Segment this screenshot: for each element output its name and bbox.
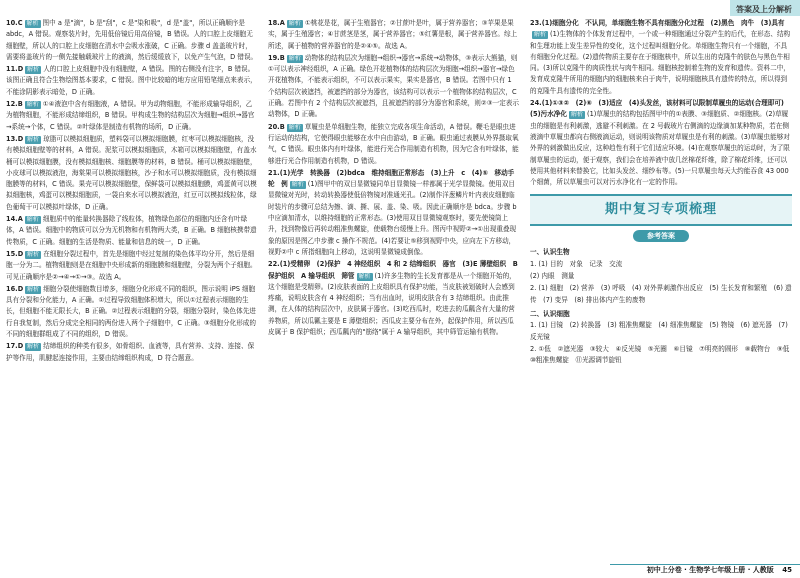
analysis-text: (1)许多生物的生长发育都是从一个细胞开始的，这个细胞是受精卵。(2)皮肤表面的上皮组织具有保护功能，当皮肤被划破时人会感到疼痛，说明皮肤含有 4 神经组织；当有出血时，说明皮肤含有 3 结缔组织。由此推测，在人体的结构层次中，皮肤属于器官。(3)吃西瓜时，吃进去的瓜瓤含有大量的营养物质，所以瓜瓤主要是 E 薄壁组织；西瓜皮主要分布在外，起保护作用，所以西瓜皮属于 B 保护组织；西瓜瓤内的"筋络"属于 A 输导组织，其中筛管运输有机物。: [268, 271, 516, 337]
review-line: 1. (1) 目的 对象 记录 交流: [530, 259, 623, 268]
review-title: 期中复习专项梳理: [604, 202, 717, 218]
answer-key: (1)光学 转换器 (2)bdca 维持细胞正常形态 (3)上升 c (4)⑤ 移动手轮 例: [268, 168, 515, 189]
analysis-text: 动物体的结构层次为细胞→组织→器官→系统→动物体，③表示大熊猫，则①可以表示神经组织，A 正确。绿色开花植物体的结构层次为细胞→组织→器官→绿色开花植物体，不能表示组织，不可以表示果实，果实是器官，B 错误。若图中只有 1 个结构层次被遮挡，被遮挡的部分为器官，该结构可以表示一个植物体的结构层次，C 正确。若图中有 2 个结构层次被遮挡，且被遮挡的部分为器官和系统，则②③一定表示动物体，D 正确。: [268, 53, 519, 119]
answer-key: B: [279, 122, 285, 131]
answer-item: [268, 122, 520, 167]
answer-key: D: [17, 65, 24, 74]
review-heading: 一、认识生物: [530, 248, 570, 257]
answers-column-1: [6, 18, 258, 365]
answer-key: (1)细胞分化 不认同，单细胞生物不具有细胞分化过程 (2)黑色 肉牛 (3)具有: [541, 19, 785, 27]
analysis-tag: 解析: [27, 66, 40, 74]
analysis-tag: 解析: [27, 343, 40, 351]
answers-column-3: [530, 18, 796, 367]
analysis-tag: 解析: [26, 20, 39, 27]
answer-key: D: [17, 284, 24, 293]
question-number: 22.: [268, 260, 280, 269]
analysis-tag: 解析: [27, 285, 40, 293]
answer-item: [6, 214, 258, 248]
answer-item: [268, 18, 520, 52]
question-number: 13.: [6, 134, 18, 143]
analysis-tag: 解析: [26, 216, 39, 224]
question-number: 23.: [530, 19, 542, 27]
analysis-text: 琼脂可以模拟细胞质，塑料袋可以模拟细胞膜，红枣可以模拟细胞核，没有模拟细胞壁等的材料，A 错误。泥浆可以模拟细胞质，木箱可以模拟细胞壁，有盖水桶可以模拟细胞膜，没有模拟细胞核、细胞膜等的材料，B 错误。桶可以模拟细胞壁，小皮球可以模拟液泡，海棠果可以模拟细胞核，沙子和水可以模拟细胞质，没有模拟细胞膜等的材料，C 错误。果壳可以模拟细胞壁，保鲜袋可以模拟细胞膜，鸡蛋黄可以模拟细胞核，鸡蛋可以模拟细胞质，一袋自来水可以模拟液泡，红豆可以模拟线粒体，绿色葡萄干可以模拟叶绿体，D 正确。: [6, 134, 257, 211]
answer-item: [6, 249, 258, 283]
answer-item: [268, 168, 520, 258]
review-line: (2) 内眼 测量: [530, 272, 575, 281]
question-number: 21.: [268, 168, 280, 177]
question-number: 20.: [268, 122, 280, 131]
footer-book: 初中上分卷 · 生物学七年级上册 · 人教版: [646, 566, 774, 574]
footer: [647, 565, 792, 575]
answer-item: [268, 53, 520, 121]
answer-key: D: [17, 134, 24, 143]
answer-key: B: [279, 53, 285, 62]
analysis-text: (1)草履虫的结构包括图甲中的①表膜、③细胞质、②细胞核。(2)草履虫的细胞是有利刺激，逃避不利刺激。在 2 号载玻片右侧滴的边缘滴加某种物质，若在侧液滴中草履虫都向右侧液滴运动，则说明该物质对草履虫是有利的刺激。(3)草履虫能够对外界的刺激做出反应，这种趋性有利于它们适应环境。(4)在观察草履虫的运动时，为了限制草履虫的运动，便于观察，我们会在培养液中放几丝棉花纤维，除了棉花纤维，还可以使用其他材料来替换它，比如头发丝、细纱布等。(5)一只草履虫每天大约能吞食 43 000 个细菌，所以草履虫可以对污水净化有一定的作用。: [530, 110, 790, 187]
answer-key: B: [17, 100, 23, 109]
analysis-tag: 解析: [571, 111, 584, 119]
analysis-text: 在细胞分裂过程中，首先是细胞中经过复制的染色体平均分开，然后是细胞一分为二。植物细胞则是在细胞中央形成新的细胞膜和细胞壁，分裂为两个子细胞。可见正确顺序是②→④→①→③。故选 A。: [6, 249, 257, 281]
answer-item: [6, 64, 258, 98]
analysis-text: 图中 a 是"滴"，b 是"刮"，c 是"染和吸"，d 是"盖"，所以正确顺序是 abdc，A 错误。观察装片时，先用低倍镜后用高倍镜，B 错误。人的口腔上皮细胞无细胞壁，所以人的口腔上皮细胞在清水中会吸水涨破，C 正确。步骤 d 盖盖玻片时，需要将盖玻片的一侧先接触载玻片上的液滴，然后缓缓放下，以免产生气泡，D 错误。: [6, 19, 258, 61]
header-label: 答案及上分解析: [736, 5, 792, 14]
answer-key: A: [279, 19, 285, 27]
answer-item: [530, 98, 792, 188]
question-number: 17.: [6, 342, 18, 351]
review-banner: [530, 194, 792, 226]
review-heading: 二、认识细胞: [530, 309, 570, 318]
answer-item: [530, 18, 792, 97]
question-number: 14.: [6, 215, 18, 224]
analysis-text: (1)图甲中的双目显微镜同单目显微镜一样都属于光学显微镜。使用双目显微镜对光时，转动转换器使低倍物镜对准通光孔。(2)制作洋葱鳞片叶内表皮细胞临时装片的步骤可总结为擦、滴、撕、展、盖、染、吸。因此正确顺序是 bdca。步骤 b 中应滴加清水，以维持细胞的正常形态。(3)使用双目显微镜观察时，要先使镜筒上升，找到物像后再转动粗准焦螺旋，使载物台缓慢上升。图丙中视野②→①出现重叠现象的原因是图乙中步骤 c 操作不规范。(4)若要让⑤移到视野中央，应向左下方移动，视野②中 c 所指细胞向上移动，这说明显微镜成倒像。: [268, 180, 517, 256]
answer-item: [6, 341, 258, 364]
answer-item: [268, 259, 520, 338]
analysis-text: 细胞质中的能量转换器除了线粒体，植物绿色部位的细胞内还含有叶绿体，A 错误。细胞中的物质可以分为无机物和有机物两大类，B 正确。B 细胞核携带遗传物质，C 正确。细胞的生活是物质、能量和信息的统一，D 正确。: [6, 215, 257, 246]
answer-key: D: [17, 249, 24, 258]
analysis-tag: 解析: [534, 31, 547, 39]
answers-list: [530, 18, 792, 188]
question-number: 24.: [530, 99, 542, 108]
question-number: 19.: [268, 53, 280, 62]
answer-key: (1)受精卵 (2)保护 4 神经组织 4 和 2 结缔组织 器官 (3)E 薄壁组织 B 保护组织 A 输导组织 筛管: [268, 260, 518, 280]
review-line: 2. (1) 细胞 (2) 营养 (3) 呼吸 (4) 对外界刺激作出反应 (5) 生长发育和繁殖 (6) 遗传 (7) 变异 (8) 排出体内产生的废物: [530, 284, 792, 304]
review-line: 2. ①低 ②遮光器 ③较大 ④反光镜 ⑤光圈 ⑥目镜 ⑦明亮的圆形 ⑧载物台 ⑨低 ⑩粗准焦螺旋 ⑪光源调节旋钮: [530, 344, 796, 365]
analysis-tag: 解析: [26, 101, 39, 109]
question-number: 11.: [6, 65, 18, 74]
review-subtitle: 参考答案: [633, 230, 689, 242]
analysis-text: 细胞分裂使细胞数目增多，细胞分化形成不同的组织，图示说明 iPS 细胞具有分裂和分化能力，A 正确。①过程导致细胞体积增大，所以①过程表示细胞的生长，但细胞不能无限长大，B 正确。②过程表示细胞的分裂，细胞分裂时，染色体先进行自我复制，然后分成完全相同的两份进入两个子细胞中，C 正确。③细胞分化形成的不同的细胞群组成了不同的组织，D 错误。: [6, 284, 256, 339]
analysis-text: 草履虫是单细胞生物，能独立完成各项生命活动，A 错误。鞭毛是眼虫进行运动的结构，它使得眼虫能够在水中自由游动，B 正确。眼虫通过表膜从外界摄取氧气，C 错误。眼虫体内有叶绿体，能进行光合作用制造有机物，因为它含有叶绿体，能够进行光合作用制造有机物，D 错误。: [268, 122, 519, 165]
analysis-text: 结缔组织的种类有很多，如骨组织、血液等，具有营养、支持、连接、保护等作用，肌腱起连接作用，主要由结缔组织构成，D 符合题意。: [6, 342, 255, 362]
answer-item: [6, 134, 258, 213]
review-sections: [530, 247, 796, 366]
question-number: 16.: [6, 284, 18, 293]
question-number: 18.: [268, 19, 280, 27]
analysis-text: 人的口腔上皮细胞中没有细胞壁，A 错误。图的右侧没有注字，B 错误。该图正确且符合生物绘图基本要求，C 错误。图中比较暗的地方应用铅笔细点来表示，不能涂阴影表示暗处，D 正确。: [6, 65, 257, 96]
answer-key: A: [17, 215, 23, 224]
analysis-text: ①④液泡中含有细胞液，A 错误。甲为动物细胞，不能形成输导组织，乙为植物细胞，不能形成结缔组织，B 错误。甲构成生物的结构层次为细胞→组织→器官→系统→个体，C 错误。②叶绿体是制造有机物的场所，D 正确。: [6, 100, 255, 131]
review-line: 1. (1) 目镜 (2) 转换器 (3) 粗准焦螺旋 (4) 细准焦螺旋 (5) 物镜 (6) 遮光器 (7) 反光镜: [530, 321, 788, 341]
answer-key: C: [17, 19, 23, 27]
analysis-text: (1)生物体的个体发育过程中，一个或一种细胞通过分裂产生的后代，在形态、结构和生理功能上发生差异性的变化，这个过程叫细胞分化。单细胞生物只有一个细胞，不具有细胞分化过程。(2)遗传物质主要存在于细胞核中，所以生出的克隆牛的肤色与黑色牛相同。(3)所以克隆牛的肉质性状与肉牛相同。细胞核控制着生物的发育和遗传。资料二中，发育成克隆牛所用的细胞内的细胞核来自于肉牛，说明细胞核具有遗传的特点，所以得到的克隆牛具有遗传的完全性。: [530, 30, 791, 95]
review-subtitle-banner: [530, 230, 792, 243]
analysis-tag: 解析: [27, 250, 40, 258]
analysis-tag: 解析: [288, 123, 301, 131]
analysis-tag: 解析: [288, 54, 301, 62]
question-number: 15.: [6, 249, 18, 258]
analysis-tag: 解析: [288, 20, 301, 27]
analysis-tag: 解析: [358, 272, 371, 280]
analysis-text: ①桃花是花，属于生殖器官；②甘蔗叶是叶，属于营养器官；③苹果是果实，属于生殖器官；④甘蔗茎是茎，属于营养器官；⑤红薯是根，属于营养器官。综上所述，属于植物的营养器官的是②④⑤。故选 A。: [268, 19, 518, 50]
question-number: 10.: [6, 19, 18, 27]
answer-item: [6, 18, 258, 63]
answer-item: [6, 284, 258, 340]
analysis-tag: 解析: [27, 135, 40, 143]
question-number: 12.: [6, 100, 18, 109]
analysis-tag: 解析: [291, 181, 304, 189]
answer-item: [6, 99, 258, 133]
answer-key: D: [17, 342, 24, 351]
page-number: 45: [782, 566, 792, 574]
answers-column-2: [268, 18, 520, 339]
answer-key: (1)①③② (2)⑥ (3)适应 (4)头发丝，该材料可以限制草履虫的运动(合理即可) (5)污水净化: [530, 99, 791, 119]
